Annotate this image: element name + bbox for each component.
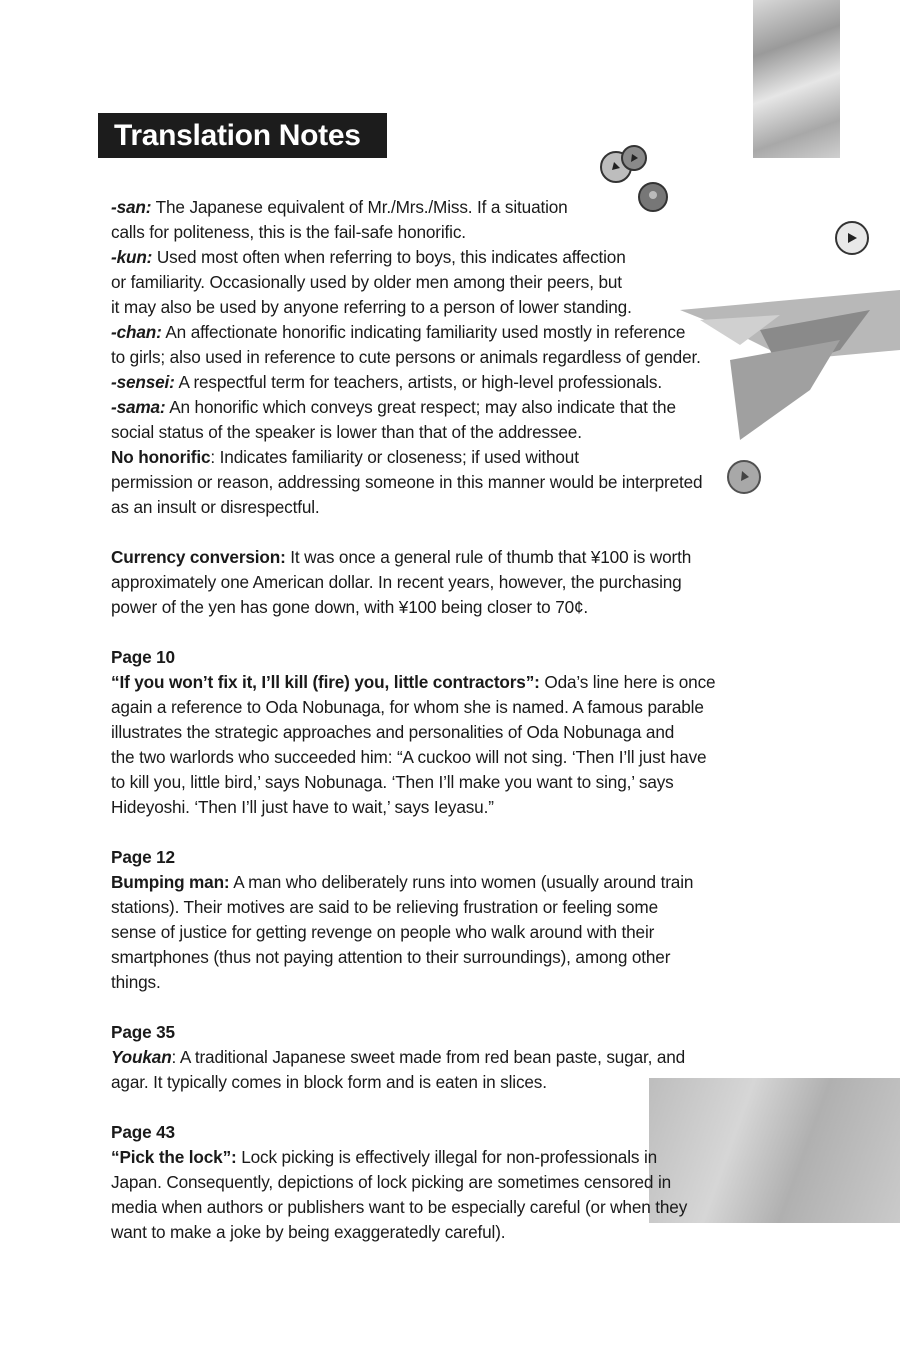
page-heading: Page 10 <box>111 647 175 667</box>
note-page-10 <box>111 645 791 820</box>
text-line: The Japanese equivalent of Mr./Mrs./Miss. If a situation <box>155 197 568 217</box>
text-line: the two warlords who succeeded him: “A cuckoo will not sing. ‘Then I’ll just have <box>111 747 707 767</box>
honorific-none <box>111 445 791 520</box>
text-line: An affectionate honorific indicating familiarity used mostly in reference <box>165 322 686 342</box>
note-page-12 <box>111 845 791 995</box>
term-label: No honorific <box>111 447 211 467</box>
text-line: as an insult or disrespectful. <box>111 497 320 517</box>
honorific-san <box>111 195 791 245</box>
text-line: Japan. Consequently, depictions of lock picking are sometimes censored in <box>111 1172 672 1192</box>
term-label: “If you won’t fix it, I’ll kill (fire) you, little contractors”: <box>111 672 540 692</box>
text-line: social status of the speaker is lower than that of the addressee. <box>111 422 582 442</box>
text-line: media when authors or publishers want to be especially careful (or when they <box>111 1197 688 1217</box>
page-heading: Page 43 <box>111 1122 175 1142</box>
honorific-sama <box>111 395 791 445</box>
text-line: Oda’s line here is once <box>539 672 716 692</box>
term-label: -sensei: <box>111 372 175 392</box>
term-label: -chan: <box>111 322 162 342</box>
text-line: A respectful term for teachers, artists, or high-level professionals. <box>178 372 662 392</box>
text-line: permission or reason, addressing someone in this manner would be interpreted <box>111 472 703 492</box>
tape-decoration-top <box>753 0 840 158</box>
text-line: power of the yen has gone down, with ¥100 being closer to 70¢. <box>111 597 589 617</box>
text-line: again a reference to Oda Nobunaga, for whom she is named. A famous parable <box>111 697 704 717</box>
notes-content <box>111 195 791 1245</box>
term-label: Currency conversion: <box>111 547 286 567</box>
text-line: It was once a general rule of thumb that ¥100 is worth <box>285 547 692 567</box>
text-line: to kill you, little bird,’ says Nobunaga. ‘Then I’ll make you want to sing,’ says <box>111 772 674 792</box>
honorific-sensei <box>111 370 791 395</box>
text-line: illustrates the strategic approaches and personalities of Oda Nobunaga and <box>111 722 675 742</box>
text-line: or familiarity. Occasionally used by older men among their peers, but <box>111 272 622 292</box>
page-title: Translation Notes <box>98 113 387 158</box>
text-line: Hideyoshi. ‘Then I’ll just have to wait,’ says Ieyasu.” <box>111 797 494 817</box>
text-line: approximately one American dollar. In recent years, however, the purchasing <box>111 572 682 592</box>
note-page-35 <box>111 1020 791 1095</box>
text-line: it may also be used by anyone referring to a person of lower standing. <box>111 297 632 317</box>
text-line: Lock picking is effectively illegal for non-professionals in <box>236 1147 658 1167</box>
note-page-43 <box>111 1120 791 1245</box>
text-line: sense of justice for getting revenge on people who walk around with their <box>111 922 655 942</box>
term-label: -sama: <box>111 397 166 417</box>
text-line: to girls; also used in reference to cute persons or animals regardless of gender. <box>111 347 701 367</box>
text-line: stations). Their motives are said to be relieving frustration or feeling some <box>111 897 658 917</box>
term-label: -kun: <box>111 247 153 267</box>
term-label: “Pick the lock”: <box>111 1147 237 1167</box>
text-line: calls for politeness, this is the fail-safe honorific. <box>111 222 466 242</box>
flower-icon <box>722 455 766 495</box>
page-heading: Page 12 <box>111 847 175 867</box>
currency-note <box>111 545 791 620</box>
term-label: -san: <box>111 197 152 217</box>
term-label: Bumping man: <box>111 872 230 892</box>
honorific-kun <box>111 245 791 320</box>
honorific-chan <box>111 320 791 370</box>
term-label: Youkan <box>111 1047 172 1067</box>
page-heading: Page 35 <box>111 1022 175 1042</box>
text-line: A man who deliberately runs into women (usually around train <box>229 872 694 892</box>
text-line: An honorific which conveys great respect; may also indicate that the <box>169 397 676 417</box>
text-line: smartphones (thus not paying attention to their surroundings), among other <box>111 947 671 967</box>
text-line: things. <box>111 972 161 992</box>
text-line: : Indicates familiarity or closeness; if used without <box>210 447 579 467</box>
flower-icon <box>832 218 872 258</box>
text-line: want to make a joke by being exaggeratedly careful). <box>111 1222 506 1242</box>
text-line: agar. It typically comes in block form and is eaten in slices. <box>111 1072 547 1092</box>
text-line: : A traditional Japanese sweet made from red bean paste, sugar, and <box>171 1047 686 1067</box>
text-line: Used most often when referring to boys, this indicates affection <box>156 247 626 267</box>
